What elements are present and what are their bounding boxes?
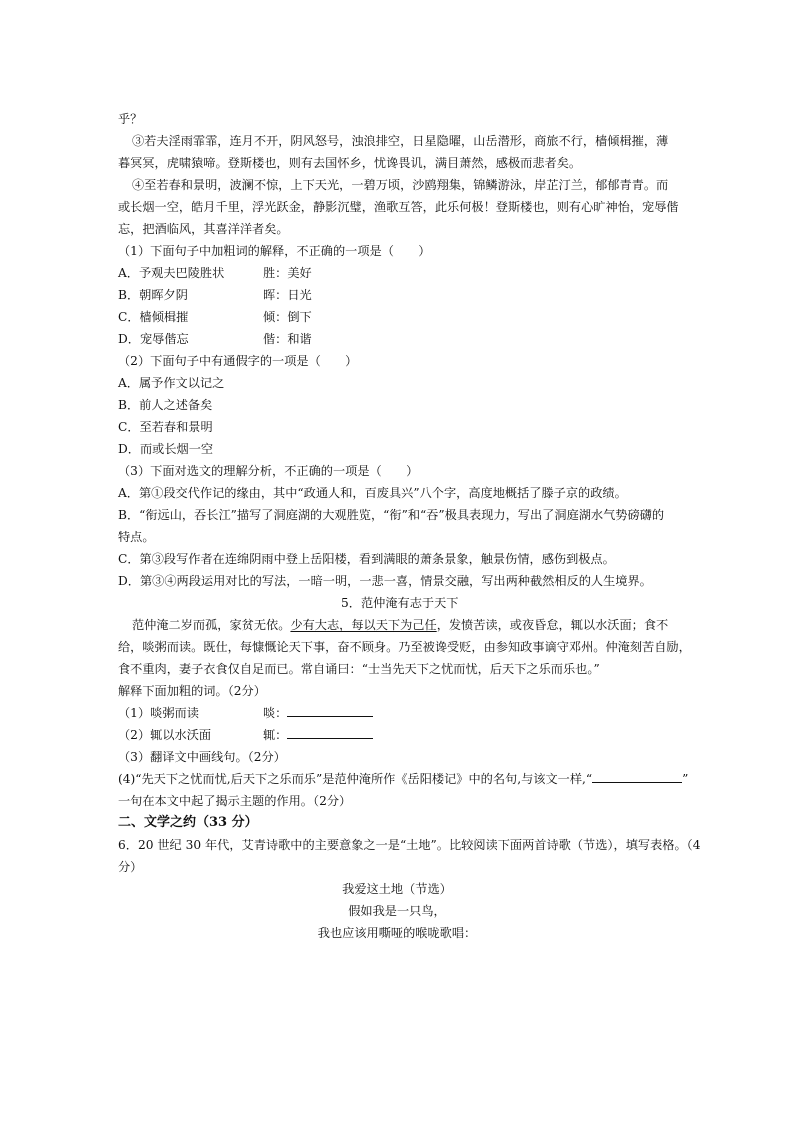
section-5-q4-line-2: 一句在本文中起了揭示主题的作用。（2分） [118, 794, 352, 808]
q1-phrase: （1）啖粥而读 [118, 706, 199, 720]
question-2-option-d[interactable]: D．而或长烟一空 [118, 442, 214, 456]
passage-paragraph-4-line-2: 或长烟一空，皓月千里，浮光跃金，静影沉璧，渔歌互答，此乐何极！登斯楼也，则有心旷神怡，宠辱偕 [118, 200, 679, 214]
section-5-text-line-2: 给，啖粥而读。既仕，每慷慨论天下事，奋不顾身。乃至被谗受贬，由参知政事谪守邓州。仲淹刻苦自励， [118, 640, 691, 654]
option-b-phrase: B．朝晖夕阴 [118, 288, 188, 302]
option-a-phrase: A．予观夫巴陵胜状 [118, 266, 225, 280]
section-5-text-line-1 [132, 617, 668, 633]
section-5-q3: （3）翻译文中画线句。（2分） [118, 750, 286, 764]
text-line-1-start: 范仲淹二岁而孤，家贫无依。 [132, 618, 291, 632]
underlined-sentence: 少有大志，每以天下为己任 [290, 618, 437, 632]
question-6-line-2: 分） [118, 860, 143, 874]
section-5-q2 [118, 727, 373, 743]
section-5-q1 [118, 705, 373, 721]
q1-word: 啖： [263, 706, 288, 720]
question-2-option-c[interactable]: C．至若春和景明 [118, 420, 213, 434]
option-d-phrase: D．宠辱偕忘 [118, 332, 189, 346]
q2-phrase: （2）辄以水沃面 [118, 728, 212, 742]
q1-answer-blank[interactable] [287, 705, 373, 717]
question-3-option-c[interactable]: C．第③段写作者在连绵阴雨中登上岳阳楼，看到满眼的萧条景象，触景伤情，感伤到极点。 [118, 552, 615, 566]
section-5-text-line-3: 食不重肉，妻子衣食仅自足而已。常自诵曰：“士当先天下之忧而忧，后天下之乐而乐也。” [118, 662, 600, 676]
option-c-phrase: C．樯倾楫摧 [118, 310, 189, 324]
passage-paragraph-4-line-3: 忘，把酒临风，其喜洋洋者矣。 [118, 222, 289, 236]
question-1-option-b[interactable] [118, 287, 312, 303]
section-5-explain-prompt: 解释下面加粗的词。（2分） [118, 684, 266, 698]
option-b-gloss: 晖：日光 [263, 288, 312, 302]
poem-line-1: 假如我是一只鸟， [348, 904, 446, 918]
option-d-gloss: 偕：和谐 [263, 332, 312, 346]
q2-answer-blank[interactable] [287, 727, 373, 739]
q2-word: 辄： [263, 728, 288, 742]
question-3-option-d[interactable]: D．第③④两段运用对比的写法，一暗一明，一悲一喜，情景交融，写出两种截然相反的人生境界。 [118, 574, 652, 588]
question-3-option-b-line-1[interactable]: B．“衔远山，吞长江”描写了洞庭湖的大观胜览，“衔”和“吞”极具表现力，写出了洞庭湖水气势磅礴的 [118, 508, 665, 522]
question-3-option-b-line-2: 特点。 [118, 530, 155, 544]
question-3-stem: （3）下面对选文的理解分析，不正确的一项是（ ） [118, 464, 419, 478]
question-1-option-c[interactable] [118, 309, 312, 325]
passage-paragraph-3-line-1: ③若夫淫雨霏霏，连月不开，阴风怒号，浊浪排空，日星隐曜，山岳潜形，商旅不行，樯倾楫摧，薄 [132, 134, 669, 148]
part-2-heading: 二、文学之约（33 分） [118, 815, 258, 830]
q4-close-quote: ” [682, 772, 689, 786]
question-1-option-a[interactable] [118, 265, 312, 281]
passage-prev-line: 乎？ [118, 112, 143, 126]
question-2-stem: （2）下面句子中有通假字的一项是（ ） [118, 354, 358, 368]
poem-title: 我爱这土地（节选） [342, 882, 452, 896]
question-2-option-b[interactable]: B．前人之述备矣 [118, 398, 213, 412]
passage-paragraph-3-line-2: 暮冥冥，虎啸猿啼。登斯楼也，则有去国怀乡，忧谗畏讥，满目萧然，感极而悲者矣。 [118, 156, 582, 170]
question-3-option-a[interactable]: A．第①段交代作记的缘由，其中“政通人和，百废具兴”八个字，高度地概括了滕子京的政绩。 [118, 486, 627, 500]
option-a-gloss: 胜：美好 [263, 266, 312, 280]
poem-line-2: 我也应该用嘶哑的喉咙歌唱： [317, 926, 477, 940]
section-5-title: 5．范仲淹有志于天下 [341, 596, 459, 610]
question-2-option-a[interactable]: A．属予作文以记之 [118, 376, 225, 390]
question-1-option-d[interactable] [118, 331, 312, 347]
question-6-line-1: 6．20 世纪 30 年代，艾青诗歌中的主要意象之一是“土地”。比较阅读下面两首诗歌（节选），填写表格。（4 [118, 838, 701, 852]
option-c-gloss: 倾：倒下 [263, 310, 312, 324]
q4-text: (4)“先天下之忧而忧,后天下之乐而乐”是范仲淹所作《岳阳楼记》中的名句,与该文一样,“ [118, 772, 593, 786]
question-1-stem: （1）下面句子中加粗词的解释，不正确的一项是（ ） [118, 244, 431, 258]
section-5-q4-line-1 [118, 771, 688, 787]
passage-paragraph-4-line-1: ④至若春和景明，波澜不惊，上下天光，一碧万顷，沙鸥翔集，锦鳞游泳，岸芷汀兰，郁郁青青。而 [132, 178, 669, 192]
q4-answer-blank[interactable] [592, 771, 682, 783]
text-line-1-end: ，发愤苦读，或夜昏怠，辄以水沃面；食不 [436, 618, 669, 632]
